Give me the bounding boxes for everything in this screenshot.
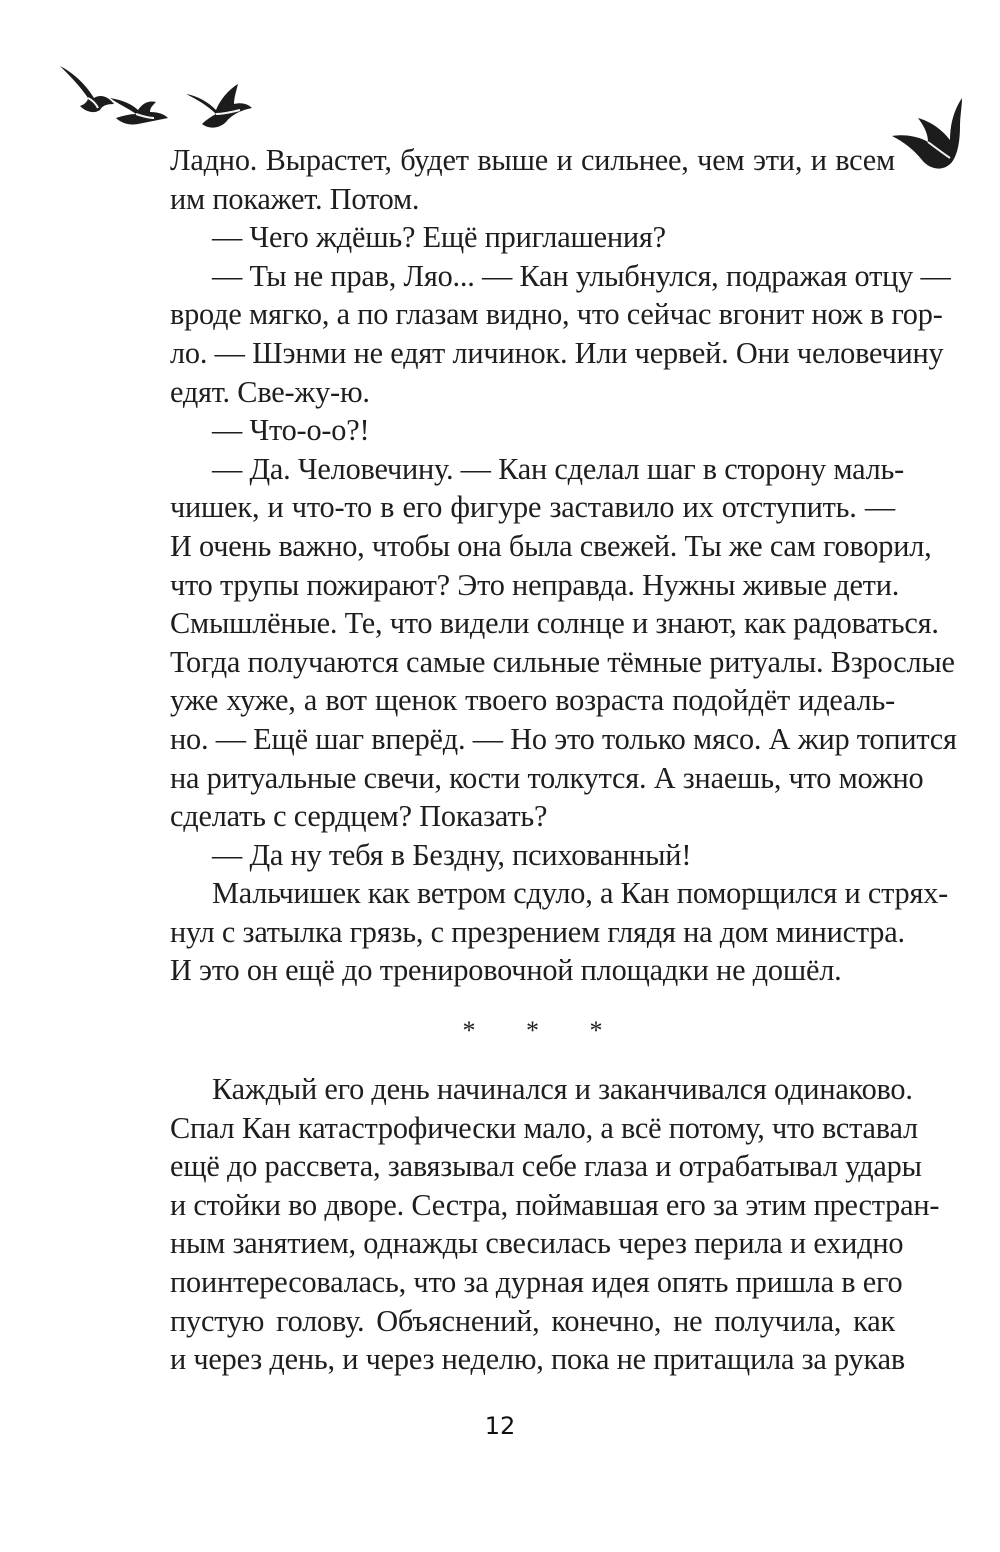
text-line: И это он ещё до тренировочной площадки не дошёл. <box>170 953 842 988</box>
swallow-icon <box>108 92 170 130</box>
swallow-icon <box>888 96 966 172</box>
text-line: нул с затылка грязь, с презрением глядя на дом министра. <box>170 914 905 949</box>
text-line: — Да. Человечину. — Кан сделал шаг в сторону маль- <box>212 451 905 486</box>
text-line: — Что-о-о?! <box>212 413 370 448</box>
text-line: Мальчишек как ветром сдуло, а Кан поморщился и стрях- <box>212 876 949 911</box>
text-line: Смышлёные. Те, что видели солнце и знают, как радоваться. <box>170 606 939 641</box>
text-line: поинтересовалась, что за дурная идея опять пришла в его <box>170 1264 903 1299</box>
paragraph <box>170 257 951 411</box>
scene-break: * * * <box>462 1016 625 1045</box>
text-line: Тогда получаются самые сильные тёмные ритуалы. Взрослые <box>170 644 955 679</box>
text-line: сделать с сердцем? Показать? <box>170 799 548 834</box>
text-line: — Ты не прав, Ляо... — Кан улыбнулся, подражая отцу — <box>212 258 951 293</box>
body-text-top <box>170 141 957 990</box>
text-line: — Чего ждёшь? Ещё приглашения? <box>212 220 666 255</box>
text-line: Ладно. Вырастет, будет выше и сильнее, чем эти, и всем <box>170 143 895 177</box>
text-line: ло. — Шэнми не едят личинок. Или червей. Они человечину <box>170 335 944 370</box>
paragraph <box>170 1070 940 1379</box>
text-line: И очень важно, чтобы она была свежей. Ты же сам говорил, <box>170 528 932 563</box>
text-line: чишек, и что-то в его фигуре заставило их отступить. — <box>170 490 895 525</box>
text-line: им покажет. Потом. <box>170 181 420 216</box>
swallow-icon <box>182 80 254 132</box>
text-line: Спал Кан катастрофически мало, а всё потому, что вставал <box>170 1110 918 1145</box>
text-line: пустую голову. Объяснений, конечно, не получила, как <box>170 1303 895 1338</box>
text-line: вроде мягко, а по глазам видно, что сейчас вгонит нож в гор- <box>170 297 943 332</box>
paragraph <box>170 836 895 875</box>
text-line: ным занятием, однажды свесилась через перила и ехидно <box>170 1226 904 1261</box>
text-line: уже хуже, а вот щенок твоего возраста подойдёт идеаль- <box>170 683 895 718</box>
text-line: ещё до рассвета, завязывал себе глаза и отрабатывал удары <box>170 1149 922 1184</box>
text-line: едят. Све-жу-ю. <box>170 374 370 409</box>
text-line: что трупы пожирают? Это неправда. Нужны живые дети. <box>170 567 900 602</box>
body-text-bottom <box>170 1070 940 1379</box>
paragraph <box>170 218 895 257</box>
text-line: и через день, и через неделю, пока не притащила за рукав <box>170 1342 905 1377</box>
text-line: но. — Ещё шаг вперёд. — Но это только мясо. А жир топится <box>170 721 957 756</box>
paragraph <box>170 874 949 990</box>
page-number: 12 <box>484 1412 516 1440</box>
text-line: — Да ну тебя в Бездну, психованный! <box>212 837 692 872</box>
text-line: на ритуальные свечи, кости толкутся. А знаешь, что можно <box>170 760 924 795</box>
paragraph <box>170 141 895 218</box>
text-line: Каждый его день начинался и заканчивался одинаково. <box>212 1072 913 1106</box>
text-line: и стойки во дворе. Сестра, поймавшая его за этим престран- <box>170 1187 940 1222</box>
paragraph <box>170 450 957 836</box>
paragraph <box>170 411 895 450</box>
